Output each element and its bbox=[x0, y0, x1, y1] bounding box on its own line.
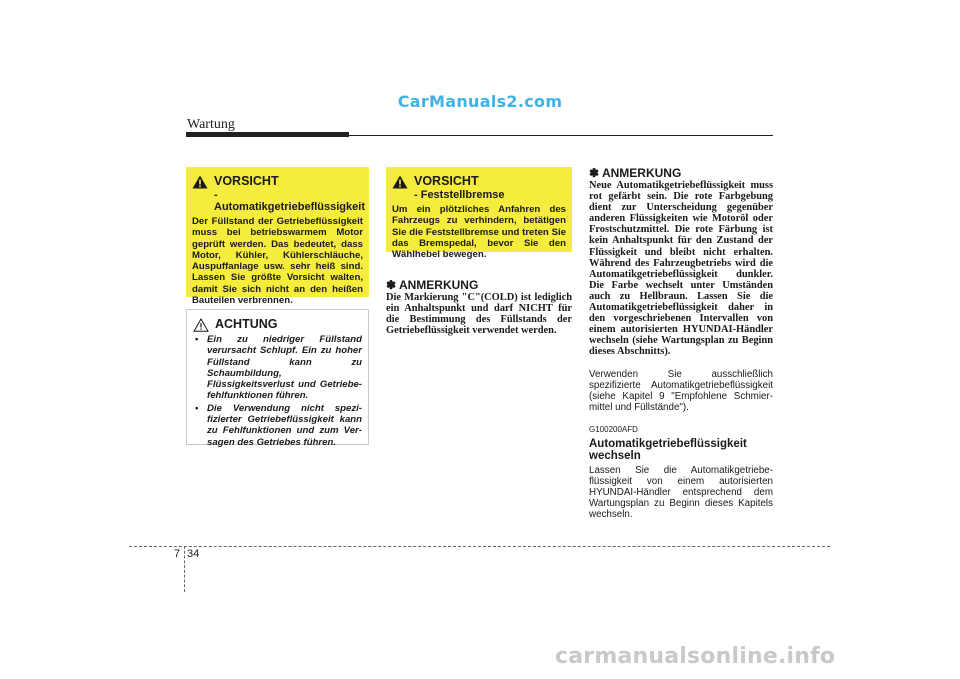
achtung-list bbox=[193, 334, 362, 448]
caution-body: Der Füllstand der Getriebeflüssigkeit muss bei betriebswarmem Motor geprüft werden. Das bedeutet, dass Motor, Kühler, Kühlerschläuche, Auspuffanlage usw. sehr heiß sind. Lassen Sie größte Vorsicht walten, damit Sie sich nicht an den heißen Bauteilen verbrennen. bbox=[192, 216, 363, 307]
footer-dashed-line bbox=[129, 546, 830, 547]
page-number: 34 bbox=[187, 548, 200, 560]
note-body: Neue Automatikgetriebeflüssigkeit muss rot gefärbt sein. Die rote Farbgebung dient zur Unterscheidung gegenüber anderen Flüssigkeiten wie Motoröl oder Frostschutzmittel. Die rote Färbung ist kein Anhaltspunkt für den Zustand der Flüssigkeit und bleibt nicht erhalten. Während des Fahrzeugbetriebs wird die Automatikgetriebeflüssigkeit dunkler. Die Farbe wechselt unter Umständen auch zu Hellbraun. Lassen Sie die Automatikgetriebeflüssigkeit daher in den vorgeschriebenen Intervallen von einem autorisierten HYUNDAI-Händler wechseln (siehe Wartungsplan zu Beginn dieses Abschnitts). bbox=[589, 180, 773, 358]
header-rule-thick bbox=[186, 132, 349, 137]
section-heading: Automatikgetriebeflüssigkeit wechseln bbox=[589, 437, 747, 462]
caution-subtitle: - Automatikgetriebeflüssigkeit bbox=[214, 189, 365, 213]
caution-title: VORSICHT bbox=[414, 174, 479, 188]
right-column bbox=[589, 167, 773, 520]
warning-triangle-icon bbox=[192, 175, 208, 189]
note-cold-marking bbox=[386, 279, 572, 336]
footer-dashed-divider bbox=[184, 546, 185, 592]
watermark-carmanualsonline: carmanualsonline.info bbox=[555, 644, 836, 669]
header-rule-thin bbox=[349, 135, 773, 136]
caution-title: VORSICHT bbox=[214, 174, 279, 188]
achtung-item: • Ein zu niedriger Füllstand verursacht Schlupf. Ein zu hoher Füllstand kann zu Schaumbildung, Flüssigkeitsverlust und Getriebe-fehlfunktionen führen. bbox=[193, 334, 362, 402]
achtung-title: ACHTUNG bbox=[215, 317, 278, 331]
watermark-carmanuals2: CarManuals2.com bbox=[397, 92, 563, 111]
warning-triangle-outline-icon bbox=[193, 318, 209, 332]
caution-box-transmission-fluid bbox=[186, 167, 369, 307]
section-title: Wartung bbox=[187, 117, 235, 132]
caution-subtitle: - Feststellbremse bbox=[414, 189, 505, 201]
paragraph-fluid-change: Lassen Sie die Automatikgetriebe-flüssigkeit von einem autorisierten HYUNDAI-Händler entsprechend dem Wartungsplan zu Beginn dieses Kapitels wechseln. bbox=[589, 464, 773, 520]
note-heading: ✽ ANMERKUNG bbox=[386, 278, 479, 292]
achtung-box bbox=[186, 309, 369, 448]
page-chapter-number: 7 bbox=[174, 548, 181, 560]
achtung-item: • Die Verwendung nicht spezi-fizierter Getriebeflüssigkeit kann zu Fehlfunktionen und zum Ver-sagen des Getriebes führen. bbox=[193, 403, 362, 448]
warning-triangle-icon bbox=[392, 175, 408, 189]
caution-body: Um ein plötzliches Anfahren des Fahrzeugs zu verhindern, betätigen Sie die Feststellbremse und treten Sie das Bremspedal, bevor Sie den Wählhebel bewegen. bbox=[392, 204, 566, 261]
section-code: G100200AFD bbox=[589, 424, 638, 434]
note-body: Die Markierung "C"(COLD) ist lediglich ein Anhaltspunkt und darf NICHT für die Bestimmung des Füllstands der Getriebeflüssigkeit verwendet werden. bbox=[386, 292, 572, 337]
paragraph-specified-fluid: Verwenden Sie ausschließlich spezifizierte Automatikgetriebeflüssigkeit (siehe Kapitel 9 "Empfohlene Schmier-mittel und Füllstände"). bbox=[589, 368, 773, 413]
note-heading: ✽ ANMERKUNG bbox=[589, 166, 682, 180]
caution-box-parking-brake bbox=[386, 167, 572, 261]
